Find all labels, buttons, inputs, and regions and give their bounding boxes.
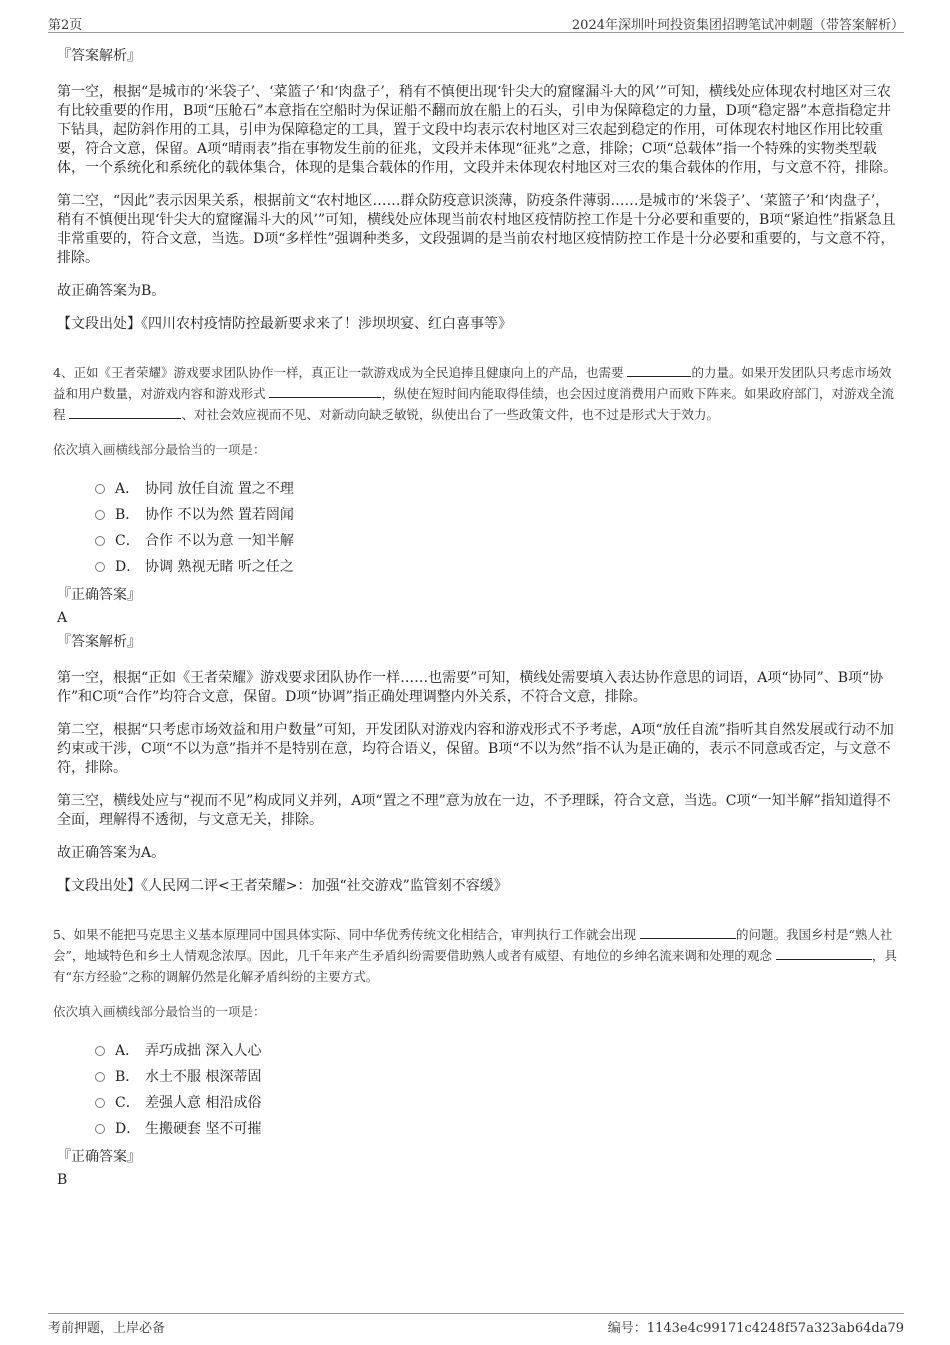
option-d[interactable]: D． 生搬硬套 坚不可摧 [95, 1116, 897, 1142]
analysis-paragraph: 第二空，“因此”表示因果关系，根据前文“农村地区……群众防疫意识淡薄，防疫条件薄弱……是城市的‘米袋子’、‘菜篮子’和‘肉盘子’，稍有不慎便出现‘针尖大的窟窿漏斗大的风’”可知，横线处应体现当前农村地区疫情防控工作是十分必要和重要的，B项“紧迫性”指紧急且非常重要的，符合文意，当选。D项“多样性”强调种类多，文段强调的是当前农村地区疫情防控工作是十分必要和重要的，与文意不符，排除。 [57, 193, 896, 266]
radio-icon[interactable] [95, 1098, 105, 1108]
radio-icon[interactable] [95, 1124, 105, 1134]
document-id: 编号：1143e4c99171c4248f57a323ab64da79 [607, 1321, 904, 1336]
document-body [53, 46, 897, 1194]
analysis-paragraph: 第一空，根据“是城市的‘米袋子’、‘菜篮子’和‘肉盘子’，稍有不慎便出现‘针尖大的窟窿漏斗大的风’”可知，横线处应体现农村地区对三农有比较重要的作用，B项“压舱石”本意指在空船时为保证船不翻而放在船上的石头，引申为保障稳定的力量，D项“稳定器”本意指稳定井下钻具，起防斜作用的工具，引申为保障稳定的工具，置于文段中均表示农村地区对三农起到稳定的作用，可体现农村地区作用比较重要，符合文意，保留。A项“晴雨表”指在事物发生前的征兆，文段并未体现“征兆”之意，排除；C项“总载体”指一个特殊的实物类型载体，一个系统化和系统化的载体集合，体现的是集合载体的作用，文段并未体现农村地区对三农的集合载体的作用，与文意不符，排除。 [57, 84, 897, 176]
footer-slogan: 考前押题，上岸必备 [48, 1321, 166, 1336]
question-instruction: 依次填入画横线部分最恰当的一项是： [53, 442, 266, 457]
option-d[interactable]: D． 协调 熟视无睹 听之任之 [95, 554, 897, 580]
fill-blank [776, 945, 872, 960]
question-4-options [95, 476, 897, 580]
analysis-paragraph: 第一空，根据“正如《王者荣耀》游戏要求团队协作一样……也需要”可知，横线处需要填入表达协作意思的词语，A项“协同”、B项“协作”和C项“合作”均符合文意，保留。D项“协调”指正确处理调整内外关系，不符合文意，排除。 [57, 670, 884, 705]
radio-icon[interactable] [95, 1072, 105, 1082]
page-footer [48, 1313, 904, 1334]
answer-label: 『正确答案』 [57, 1149, 141, 1165]
fill-blank [269, 383, 381, 398]
option-a[interactable]: A． 协同 放任自流 置之不理 [95, 476, 897, 502]
page-header [48, 14, 904, 33]
radio-icon[interactable] [95, 536, 105, 546]
conclusion: 故正确答案为A。 [57, 845, 166, 861]
option-c[interactable]: C． 合作 不以为意 一知半解 [95, 528, 897, 554]
option-a[interactable]: A． 弄巧成拙 深入人心 [95, 1038, 897, 1064]
question-5-stem: 5、如果不能把马克思主义基本原理同中国具体实际、同中华优秀传统文化相结合，审判执行工作就会出现 的问题。我国乡村是“熟人社会”，地域特色和乡土人情观念浓厚。因此，几千年来产生矛盾纠纷需要借助熟人或者有威望、有地位的乡绅名流来调和处理的观念 ，具有“东方经验”之称的调解仍然是化解矛盾纠纷的主要方式。 [53, 924, 901, 987]
passage-source: 【文段出处】《四川农村疫情防控最新要求来了！涉坝坝宴、红白喜事等》 [57, 316, 512, 332]
option-c[interactable]: C． 差强人意 相沿成俗 [95, 1090, 897, 1116]
fill-blank [69, 404, 181, 419]
analysis-paragraph: 第二空，根据“只考虑市场效益和用户数量”可知，开发团队对游戏内容和游戏形式不予考虑，A项“放任自流”指听其自然发展或行动不加约束或干涉，C项“不以为意”指并不是特别在意，均符合语义，保留。B项“不以为然”指不认为是正确的，表示不同意或否定，与文意不符，排除。 [57, 722, 894, 776]
analysis-paragraph: 第三空，横线处应与“视而不见”构成同义并列，A项“置之不理”意为放在一边，不予理睬，符合文意，当选。C项“一知半解”指知道得不全面，理解得不透彻，与文意无关，排除。 [57, 793, 891, 828]
question-4-stem: 4、正如《王者荣耀》游戏要求团队协作一样，真正让一款游戏成为全民追捧且健康向上的产品，也需要 的力量。如果开发团队只考虑市场效益和用户数量，对游戏内容和游戏形式 ，纵使在短时间内能取得佳绩，也会因过度消费用户而败下阵来。如果政府部门，对游戏全流程 、对社会效应视而不见、对新动向缺乏敏锐，纵使出台了一些政策文件，也不过是形式大于效力。 [53, 362, 901, 425]
analysis-label: 『答案解析』 [57, 48, 141, 64]
passage-source: 【文段出处】《人民网二评<王者荣耀>：加强“社交游戏”监管刻不容缓》 [57, 878, 508, 894]
question-5-options [95, 1038, 897, 1142]
fill-blank [627, 362, 691, 377]
radio-icon[interactable] [95, 484, 105, 494]
radio-icon[interactable] [95, 510, 105, 520]
option-b[interactable]: B． 协作 不以为然 置若罔闻 [95, 502, 897, 528]
answer-value: A [57, 610, 68, 626]
document-title: 2024年深圳叶珂投资集团招聘笔试冲刺题（带答案解析） [571, 18, 904, 33]
page-number: 第2页 [48, 18, 83, 33]
option-b[interactable]: B． 水土不服 根深蒂固 [95, 1064, 897, 1090]
analysis-label: 『答案解析』 [57, 634, 141, 650]
answer-value: B [57, 1172, 68, 1188]
answer-label: 『正确答案』 [57, 587, 141, 603]
conclusion: 故正确答案为B。 [57, 283, 166, 299]
radio-icon[interactable] [95, 1046, 105, 1056]
radio-icon[interactable] [95, 562, 105, 572]
question-instruction: 依次填入画横线部分最恰当的一项是： [53, 1004, 266, 1019]
fill-blank [640, 924, 736, 939]
